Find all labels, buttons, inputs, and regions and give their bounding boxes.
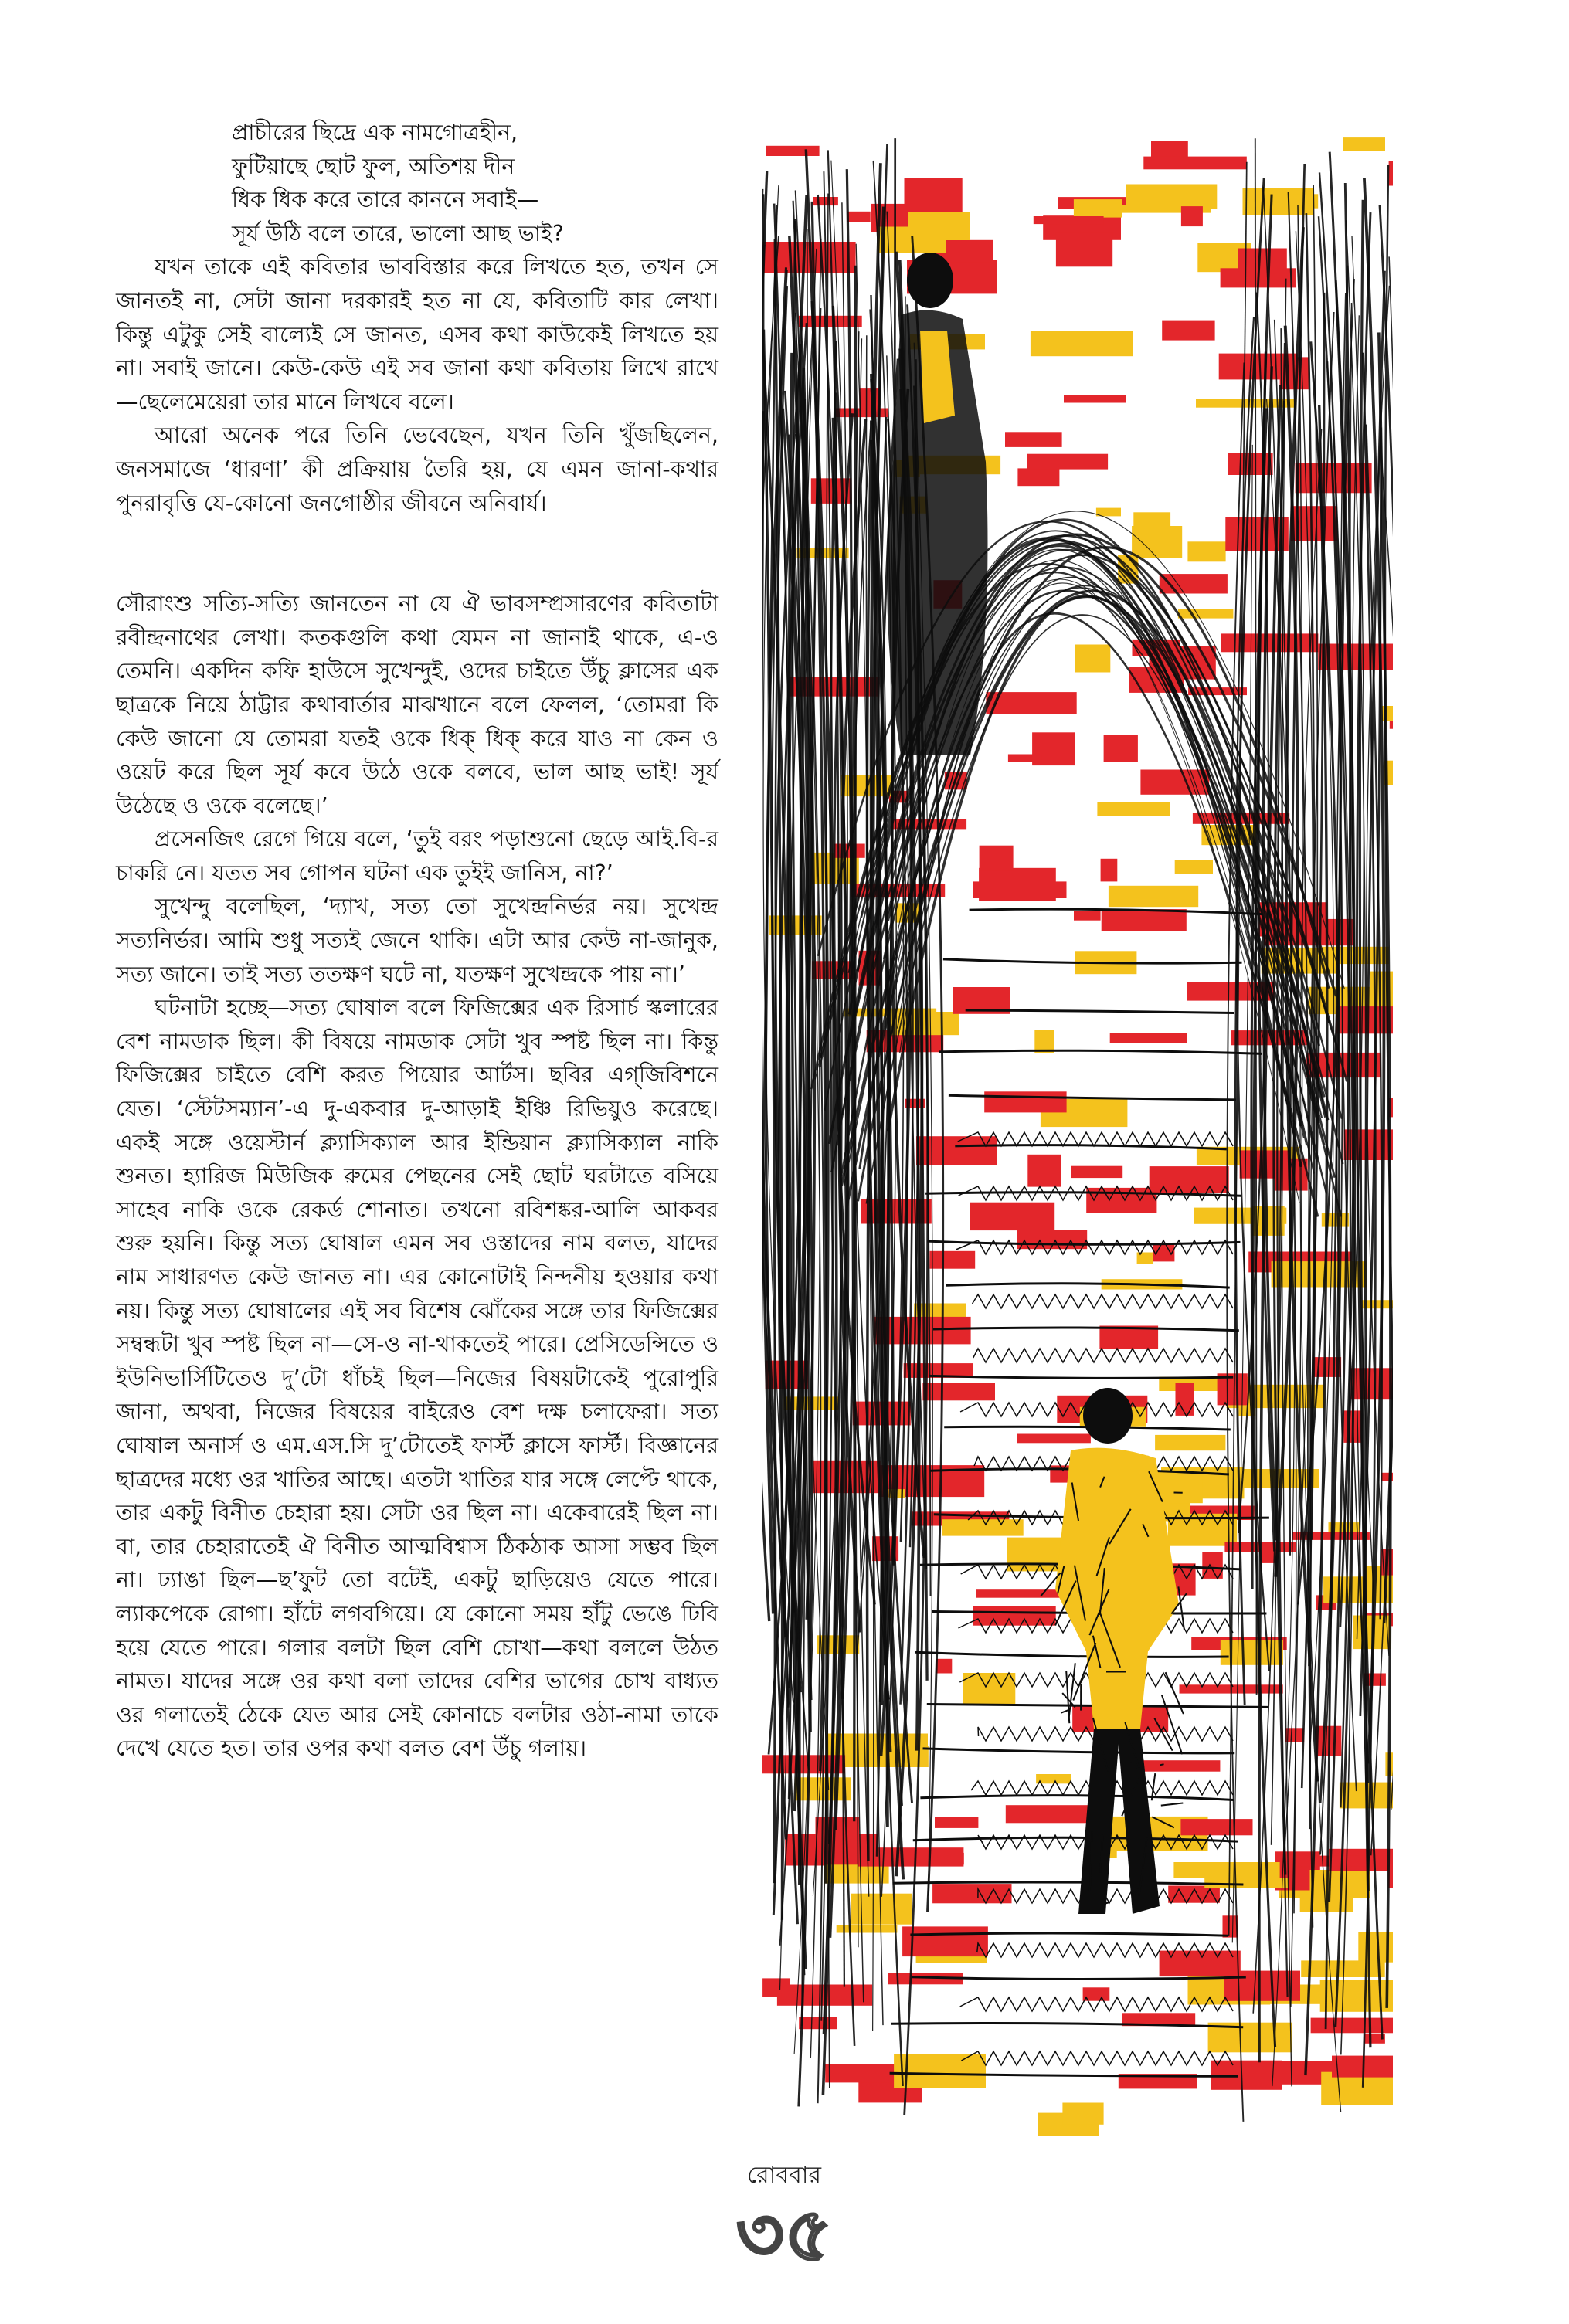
color-block (1178, 609, 1234, 619)
color-block (1135, 1760, 1220, 1772)
figure-scribble (1161, 1803, 1184, 1806)
paragraph: যখন তাকে এই কবিতার ভাববিস্তার করে লিখতে হত, তখন সে জানতই না, সেটা জানা দরকারই হত না যে, কবিতাটি কার লেখা। কিন্তু এটুকু সেই বাল্যেই সে জানত, এসব কথা কাউকেই লিখতে হয় না। সবাই জানে। কেউ-কেউ এই সব জানা কথা কবিতায় লিখে রাখে—ছেলেমেয়েরা তার মানে লিখবে বলে। (116, 254, 718, 415)
color-block (979, 868, 1056, 901)
color-block (1017, 1434, 1091, 1444)
color-block (1017, 468, 1059, 486)
color-block (984, 1091, 1066, 1112)
section-break (116, 520, 718, 587)
color-block (973, 1606, 1056, 1626)
poem-line: ধিক ধিক করে তারে কাননে সবাই— (232, 187, 539, 213)
lower-figure-head (1083, 1388, 1133, 1444)
color-block (902, 1926, 988, 1956)
color-block (1102, 909, 1187, 931)
color-block (1176, 1383, 1194, 1416)
color-block (1143, 157, 1247, 170)
color-block (1008, 755, 1042, 762)
poem-line: প্রাচীরের ছিদ্রে এক নামগোত্রহীন, (232, 120, 518, 145)
color-block (1173, 1862, 1279, 1878)
stair-step (929, 1376, 1233, 1378)
color-block (1097, 802, 1170, 816)
paragraph: ঘটনাটা হচ্ছে—সত্য ঘোষাল বলে ফিজিক্সের এক রিসার্চ স্কলারের বেশ নামডাক ছিল। কী বিষয়ে নামডাক সেটা খুব স্পষ্ট ছিল না। কিন্তু ফিজিক্সের চাইতে বেশি করত পিয়োর আর্টস। ছবির এগ্‌জিবিশনে যেত। ‘স্টেটসম্যান’-এ দু-একবার দু-আড়াই ইঞ্চি রিভিয়ুও করেছে। একই সঙ্গে ওয়েস্টার্ন ক্ল্যাসিক্যাল আর ইন্ডিয়ান ক্ল্যাসিক্যাল নাকি শুনত। হ্যারিজ মিউজিক রুমের পেছনের সেই ছোট ঘরটাতে বসিয়ে সাহেব নাকি ওকে রেকর্ড শোনাত। তখনো রবিশঙ্কর-আলি আকবর শুরু হয়নি। কিন্তু সত্য ঘোষাল এমন সব ওস্তাদের নাম বলত, যাদের নাম সাধারণত কেউ জানত না। এর কোনোটাই নিন্দনীয় হওয়ার কথা নয়। কিন্তু সত্য ঘোষালের এই সব বিশেষ ঝোঁকের সঙ্গে তার ফিজিক্সের সম্বন্ধটা খুব স্পষ্ট ছিল না—সে-ও না-থাকতেই পারে। প্রেসিডেন্সিতে ও ইউনিভার্সিটিতেও দু’টো ধাঁচই ছিল—নিজের বিষয়টাকেই পুরোপুরি জানা, অথবা, নিজের বিষয়ের বাইরেও বেশ দক্ষ চলাফেরা। সত্য ঘোষাল অনার্স ও এম.এস.সি দু’টোতেই ফার্স্ট ক্লাসে ফার্স্ট। বিজ্ঞানের ছাত্রদের মধ্যে ওর খাতির আছে। এতটা খাতির যার সঙ্গে লেপ্টে থাকে, তার একটু বিনীত চেহারা হয়। সেটা ওর ছিল না। একেবারেই ছিল না। বা, তার চেহারাতেই ঐ বিনীত আত্মবিশ্বাস ঠিকঠাক আসা সম্ভব ছিল না। ঢ্যাঙা ছিল—ছ’ফুট তো বটেই, একটু ছাড়িয়েও যেতে পারে। ল্যাকপেকে রোগা। হাঁটে লগবগিয়ে। যে কোনো সময় হাঁটু ভেঙে ঢিবি হয়ে যেতে পারে। গলার বলটা ছিল বেশি চোখা—কথা বললে উঠত নামত। যাদের সঙ্গে ওর কথা বলা তাদের বেশির ভাগের চোখ বাধ্যত ওর গলাতেই ঠেকে যেত আর সেই কোনাচে বলটার ওঠা-নামা তাকে দেখে যেতে হত। তার ওপর কথা বলত বেশ উঁচু গলায়। (116, 995, 719, 1762)
poem-line: সূর্য উঠি বলে তারে, ভালো আছ ভাই? (232, 220, 564, 246)
color-block (799, 316, 862, 327)
stair-step (925, 1193, 1241, 1196)
color-block (766, 146, 820, 156)
color-block (1343, 137, 1385, 151)
color-block (942, 1519, 1024, 1535)
stair-step (946, 1284, 1230, 1288)
color-block (799, 2017, 837, 2029)
lower-figure-shorts (1086, 1651, 1148, 1729)
color-block (930, 1251, 976, 1269)
upper-figure-head (907, 253, 953, 308)
color-block (1225, 517, 1289, 551)
color-block (1056, 232, 1112, 266)
color-block (905, 178, 963, 213)
color-block (1027, 454, 1108, 470)
scribble (961, 2051, 1233, 2065)
color-block (1132, 526, 1182, 558)
paragraph: সুখেন্দু বলেছিল, ‘দ্যাখ, সত্য তো সুখেন্দ্রনির্ভর নয়। সুখেন্দ্র সত্যনির্ভর। আমি শুধু সত্যই জেনে থাকি। এটা আর কেউ না-জানুক, সত্য জানে। তাই সত্য ততক্ষণ ঘটে না, যতক্ষণ সুখেন্দ্রকে পায় না।’ (116, 894, 718, 987)
color-block (813, 197, 838, 205)
color-block (908, 212, 970, 240)
color-block (1104, 735, 1138, 762)
page-footer (680, 2156, 888, 2278)
stair-step (939, 1050, 1262, 1053)
page-number: ৩৫ (735, 2191, 833, 2278)
color-block (1036, 1774, 1071, 1783)
article-text (116, 116, 718, 1766)
color-block (1223, 1915, 1238, 1937)
stair-step (912, 1977, 1246, 1980)
magazine-name: রোববার (747, 2162, 821, 2189)
figure-scribble (1160, 1764, 1164, 1765)
color-block (1110, 1033, 1187, 1043)
scribble (973, 1349, 1233, 1362)
color-block (1109, 886, 1198, 907)
poem-line: ফুটিয়াছে ছোট ফুল, অতিশয় দীন (232, 153, 515, 179)
color-block (1071, 1166, 1123, 1178)
color-block (1005, 432, 1062, 447)
color-block (1075, 645, 1111, 673)
color-block (1180, 1819, 1252, 1835)
color-block (851, 1894, 912, 1925)
paragraph: প্রসেনজিৎ রেগে গিয়ে বলে, ‘তুই বরং পড়াশুনো ছেড়ে আই.বি-র চাকরি নে। যতত সব গোপন ঘটনা এক তুইই জানিস, না?’ (116, 826, 718, 886)
color-block (1187, 541, 1225, 561)
color-block (922, 1383, 995, 1400)
paragraph: সৌরাংশু সত্যি-সত্যি জানতেন না যে ঐ ভাবসম্প্রসারণের কবিতাটা রবীন্দ্রনাথের লেখা। কতকগুলি কথা যেমন না জানাই থাকে, এ-ও তেমনি। একদিন কফি হাউসে সুখেন্দুই, ওদের চাইতে উঁচু ক্লাসের এক ছাত্রকে নিয়ে ঠাট্টার কথাবার্তার মাঝখানে বলে ফেলল, ‘তোমরা কি কেউ জানো যে তোমরা যতই ওকে ধিক্‌ ধিক্‌ করে যাও না কেন ও ওয়েট করে ছিল সূর্য কবে উঠে ওকে বলবে, ভাল আছ ভাই! সূর্য উঠেছে ও ওকে বলেছে।’ (116, 591, 718, 819)
color-block (1034, 216, 1104, 224)
color-block (1062, 2103, 1103, 2125)
color-block (860, 388, 880, 409)
illustration-canvas (762, 137, 1393, 2136)
color-block (1175, 860, 1213, 874)
stair-step (923, 1749, 1235, 1753)
color-block (1064, 395, 1126, 403)
color-block (935, 1817, 978, 1828)
color-block (1382, 706, 1394, 721)
color-block (1137, 1253, 1153, 1264)
scribble (958, 1132, 1233, 1146)
color-block (936, 1659, 952, 1674)
stair-step (920, 1796, 1234, 1800)
poem-stanza (116, 116, 718, 250)
color-block (980, 846, 1014, 870)
color-block (837, 1925, 898, 1932)
color-block (1074, 199, 1122, 218)
paragraph: আরো অনেক পরে তিনি ভেবেছেন, যখন তিনি খুঁজছিলেন, জনসমাজে ‘ধারণা’ কী প্রক্রিয়ায় তৈরি হয়, যে এমন জানা-কথার পুনরাবৃত্তি যে-কোনো জনগোষ্ঠীর জীবনে অনিবার্য। (116, 422, 718, 516)
color-block (1194, 1208, 1287, 1224)
color-block (847, 212, 871, 222)
staircase-illustration (762, 137, 1393, 2136)
color-block (1027, 1155, 1061, 1187)
color-block (1162, 321, 1214, 341)
color-block (963, 1673, 1015, 1705)
color-block (1155, 1435, 1225, 1450)
color-block (1150, 1166, 1229, 1193)
color-block (1389, 161, 1393, 186)
color-block (970, 1203, 1054, 1230)
scribble (973, 1294, 1233, 1308)
color-block (1031, 331, 1133, 356)
color-block (1074, 911, 1101, 920)
stair-step (915, 1652, 1229, 1657)
stair-step (933, 1328, 1239, 1331)
color-block (1160, 1951, 1241, 1977)
color-block (1181, 206, 1203, 226)
color-block (1101, 859, 1118, 882)
